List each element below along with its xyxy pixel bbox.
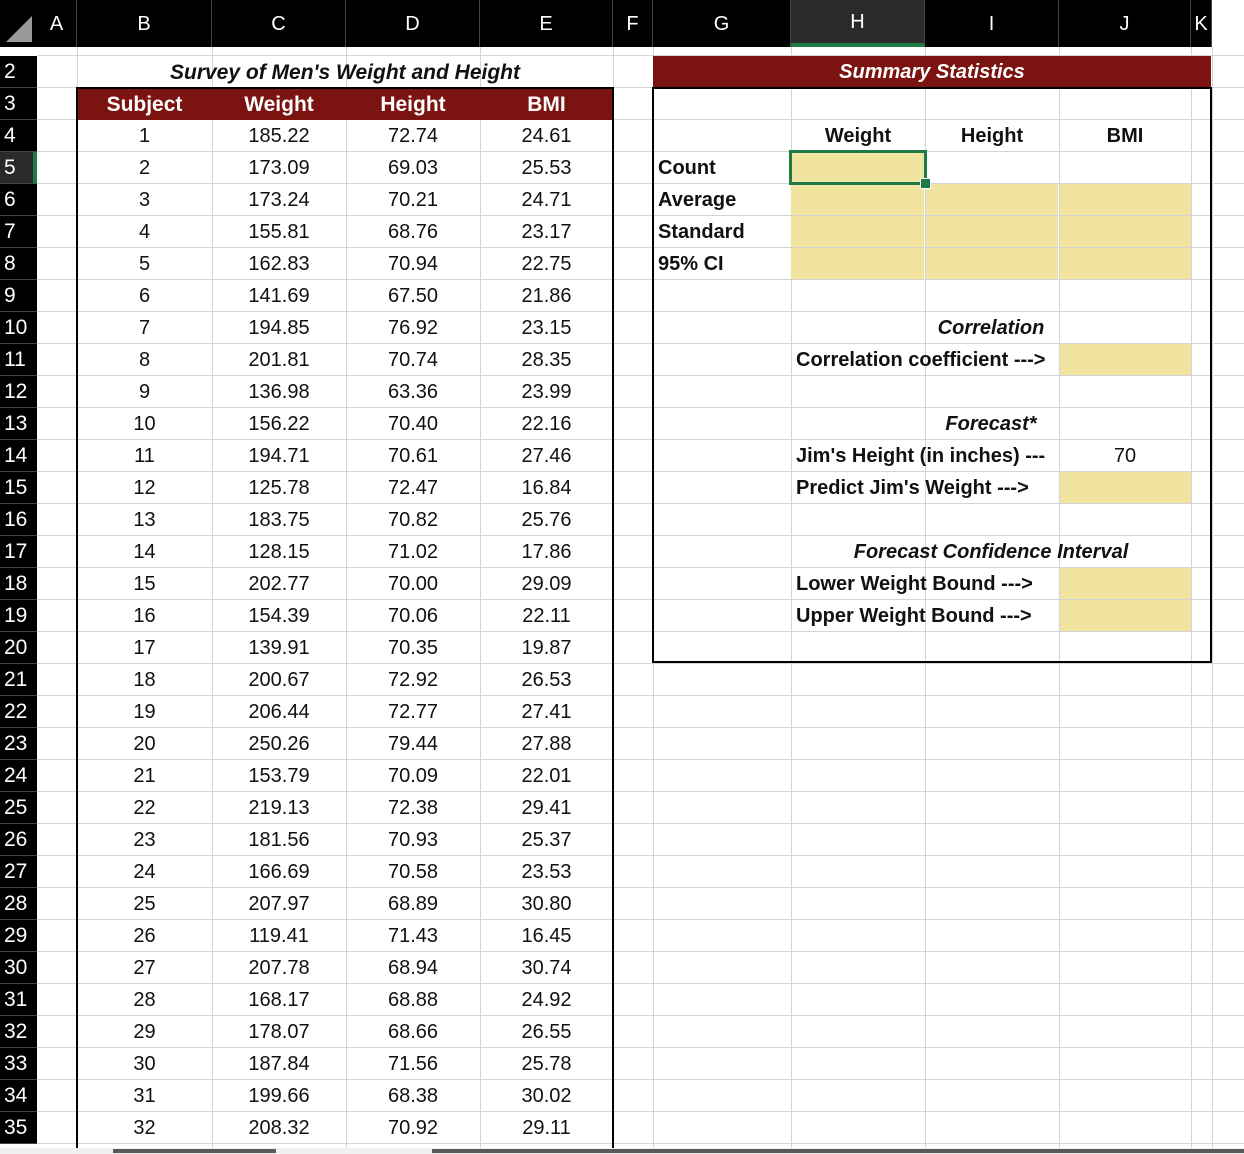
survey-subject-cell[interactable]: 28 [133,989,156,1011]
survey-subject-cell[interactable]: 31 [133,1085,156,1107]
summary-header-weight: Weight [824,125,892,147]
row-header-27[interactable]: 27 [0,856,37,888]
survey-subject-cell[interactable]: 12 [133,477,156,499]
survey-subject-cell[interactable]: 9 [138,381,151,403]
survey-title: Survey of Men's Weight and Height [170,60,520,84]
survey-weight-cell[interactable]: 166.69 [248,861,310,883]
survey-height-cell[interactable]: 70.61 [387,445,439,467]
survey-subject-cell[interactable]: 29 [133,1021,156,1043]
correlation-coefficient-cell[interactable] [1060,344,1191,375]
survey-bmi-cell[interactable]: 27.88 [521,733,572,755]
label-95ci: 95% CI [658,253,724,275]
survey-bmi-cell[interactable]: 26.55 [521,1021,572,1043]
standard-weight-cell[interactable] [791,216,924,247]
row-header-25[interactable]: 25 [0,792,37,824]
survey-subject-cell[interactable]: 14 [133,541,156,563]
survey-weight-cell[interactable]: 208.32 [248,1117,310,1139]
survey-header-subject: Subject [77,88,212,120]
label-count: Count [658,157,716,179]
forecast-title: Forecast* [945,413,1037,435]
survey-weight-cell[interactable]: 128.15 [248,541,310,563]
gridline-vertical [1212,47,1213,1154]
survey-bmi-cell[interactable]: 30.02 [521,1085,572,1107]
survey-height-cell[interactable]: 69.03 [387,157,439,179]
summary-header-bmi: BMI [1106,125,1144,147]
average-bmi-cell[interactable] [1060,184,1191,215]
survey-bmi-cell[interactable]: 25.78 [521,1053,572,1075]
survey-weight-cell[interactable]: 194.71 [248,445,310,467]
survey-bmi-cell[interactable]: 22.75 [521,253,572,275]
row-header-11[interactable]: 11 [0,344,37,376]
survey-subject-cell[interactable]: 13 [133,509,156,531]
row-header-14[interactable]: 14 [0,440,37,472]
row-header-18[interactable]: 18 [0,568,37,600]
survey-bmi-cell[interactable]: 26.53 [521,669,572,691]
survey-bmi-cell[interactable]: 25.76 [521,509,572,531]
survey-height-cell[interactable]: 68.88 [387,989,439,1011]
row-header-21[interactable]: 21 [0,664,37,696]
survey-subject-cell[interactable]: 4 [138,221,151,243]
row-header-33[interactable]: 33 [0,1048,37,1080]
standard-height-cell[interactable] [926,216,1058,247]
survey-bmi-cell[interactable]: 24.71 [521,189,572,211]
survey-height-cell[interactable]: 71.02 [387,541,439,563]
survey-height-cell[interactable]: 72.74 [387,125,439,147]
ci-height-cell[interactable] [926,248,1058,279]
row-header-2[interactable]: 2 [0,56,37,88]
survey-subject-cell[interactable]: 17 [133,637,156,659]
row-header-32[interactable]: 32 [0,1016,37,1048]
survey-height-cell[interactable]: 79.44 [387,733,439,755]
label-average: Average [658,189,737,211]
survey-bmi-cell[interactable]: 30.74 [521,957,572,979]
survey-subject-cell[interactable]: 23 [133,829,156,851]
scrollbar-thumb-right[interactable] [432,1149,1244,1153]
column-header-j[interactable]: J [1059,0,1191,47]
survey-weight-cell[interactable]: 141.69 [248,285,310,307]
survey-weight-cell[interactable]: 200.67 [248,669,310,691]
row-header-16[interactable]: 16 [0,504,37,536]
survey-weight-cell[interactable]: 156.22 [248,413,310,435]
survey-weight-cell[interactable]: 173.24 [248,189,310,211]
row-header-12[interactable]: 12 [0,376,37,408]
survey-subject-cell[interactable]: 8 [138,349,151,371]
survey-height-cell[interactable]: 70.35 [387,637,439,659]
survey-bmi-cell[interactable]: 30.80 [521,893,572,915]
survey-weight-cell[interactable]: 168.17 [248,989,310,1011]
column-header-c[interactable]: C [212,0,346,47]
upper-bound-label: Upper Weight Bound ---> [796,605,1032,627]
survey-height-cell[interactable]: 70.93 [387,829,439,851]
upper-bound-cell[interactable] [1060,600,1191,631]
row-header-23[interactable]: 23 [0,728,37,760]
survey-bmi-cell[interactable]: 23.15 [521,317,572,339]
survey-height-cell[interactable]: 70.92 [387,1117,439,1139]
survey-bmi-cell[interactable]: 28.35 [521,349,572,371]
survey-height-cell[interactable]: 70.82 [387,509,439,531]
predict-weight-label: Predict Jim's Weight ---> [796,477,1029,499]
column-header-e[interactable]: E [480,0,613,47]
column-header-a[interactable]: A [37,0,77,47]
survey-weight-cell[interactable]: 207.78 [248,957,310,979]
column-header-i[interactable]: I [925,0,1059,47]
survey-weight-cell[interactable]: 206.44 [248,701,310,723]
survey-subject-cell[interactable]: 20 [133,733,156,755]
survey-bmi-cell[interactable]: 24.61 [521,125,572,147]
row-header-28[interactable]: 28 [0,888,37,920]
summary-header-height: Height [960,125,1024,147]
label-standard: Standard [658,221,745,243]
lower-bound-cell[interactable] [1060,568,1191,599]
survey-header-weight: Weight [212,88,346,120]
survey-weight-cell[interactable]: 119.41 [249,925,309,947]
survey-weight-cell[interactable]: 125.78 [248,477,310,499]
gridline-vertical [1191,47,1192,1154]
survey-bmi-cell[interactable]: 22.01 [521,765,572,787]
survey-header-height: Height [346,88,480,120]
row-header-8[interactable]: 8 [0,248,37,280]
column-header-k[interactable]: K [1191,0,1212,47]
survey-bmi-cell[interactable]: 21.86 [521,285,572,307]
row-header-17[interactable]: 17 [0,536,37,568]
row-header-3[interactable]: 3 [0,88,37,120]
survey-bmi-cell[interactable]: 22.16 [521,413,572,435]
survey-weight-cell[interactable]: 178.07 [248,1021,310,1043]
row-header-31[interactable]: 31 [0,984,37,1016]
survey-bmi-cell[interactable]: 24.92 [521,989,572,1011]
survey-height-cell[interactable]: 70.58 [387,861,439,883]
survey-height-cell[interactable]: 76.92 [387,317,439,339]
survey-weight-cell[interactable]: 185.22 [248,125,310,147]
correlation-title: Correlation [937,317,1045,339]
standard-bmi-cell[interactable] [1060,216,1191,247]
row-header-15[interactable]: 15 [0,472,37,504]
select-all-corner[interactable] [0,0,37,47]
survey-bmi-cell[interactable]: 29.11 [522,1117,571,1139]
survey-height-cell[interactable]: 70.06 [387,605,439,627]
survey-height-cell[interactable]: 70.94 [387,253,439,275]
survey-height-cell[interactable]: 70.21 [387,189,439,211]
column-header-f[interactable]: F [613,0,653,47]
survey-subject-cell[interactable]: 16 [133,605,156,627]
lower-bound-label: Lower Weight Bound ---> [796,573,1033,595]
survey-bmi-cell[interactable]: 27.41 [521,701,572,723]
row-header-30[interactable]: 30 [0,952,37,984]
row-header-19[interactable]: 19 [0,600,37,632]
survey-weight-cell[interactable]: 155.81 [248,221,310,243]
survey-weight-cell[interactable]: 202.77 [248,573,310,595]
survey-height-cell[interactable]: 70.00 [387,573,439,595]
survey-subject-cell[interactable]: 24 [133,861,156,883]
survey-weight-cell[interactable]: 162.83 [248,253,310,275]
fill-handle[interactable] [920,178,931,189]
survey-height-cell[interactable]: 72.92 [387,669,439,691]
survey-height-cell[interactable]: 72.47 [387,477,439,499]
ci-weight-cell[interactable] [791,248,924,279]
survey-height-cell[interactable]: 70.40 [387,413,439,435]
average-height-cell[interactable] [926,184,1058,215]
survey-subject-cell[interactable]: 25 [133,893,156,915]
survey-subject-cell[interactable]: 15 [133,573,156,595]
survey-bmi-cell[interactable]: 25.53 [521,157,572,179]
survey-subject-cell[interactable]: 3 [138,189,151,211]
row-header-7[interactable]: 7 [0,216,37,248]
row-header-22[interactable]: 22 [0,696,37,728]
survey-height-cell[interactable]: 70.74 [387,349,439,371]
row-header-29[interactable]: 29 [0,920,37,952]
survey-height-cell[interactable]: 68.66 [387,1021,439,1043]
survey-weight-cell[interactable]: 154.39 [248,605,310,627]
survey-height-cell[interactable]: 71.56 [387,1053,439,1075]
survey-weight-cell[interactable]: 173.09 [248,157,310,179]
survey-subject-cell[interactable]: 10 [133,413,156,435]
survey-weight-cell[interactable]: 207.97 [248,893,310,915]
count-weight-cell[interactable] [791,152,925,184]
select-all-triangle-icon [0,0,37,47]
survey-subject-cell[interactable]: 11 [134,445,155,467]
row-header-35[interactable]: 35 [0,1112,37,1144]
survey-subject-cell[interactable]: 27 [133,957,156,979]
survey-bmi-cell[interactable]: 19.87 [521,637,572,659]
survey-height-cell[interactable]: 68.38 [387,1085,439,1107]
ci-bmi-cell[interactable] [1060,248,1191,279]
row-header-20[interactable]: 20 [0,632,37,664]
survey-subject-cell[interactable]: 32 [133,1117,156,1139]
correlation-label: Correlation coefficient ---> [796,349,1046,371]
average-weight-cell[interactable] [791,184,924,215]
survey-weight-cell[interactable]: 136.98 [248,381,310,403]
survey-subject-cell[interactable]: 1 [138,125,151,147]
survey-bmi-cell[interactable]: 29.09 [521,573,572,595]
survey-weight-cell[interactable]: 201.81 [248,349,310,371]
survey-bmi-cell[interactable]: 23.99 [521,381,572,403]
column-header-g[interactable]: G [653,0,791,47]
row-header-6[interactable]: 6 [0,184,37,216]
survey-subject-cell[interactable]: 21 [133,765,156,787]
survey-height-cell[interactable]: 68.76 [387,221,439,243]
survey-height-cell[interactable]: 70.09 [387,765,439,787]
survey-weight-cell[interactable]: 181.56 [248,829,310,851]
survey-bmi-cell[interactable]: 29.41 [521,797,572,819]
survey-bmi-cell[interactable]: 16.45 [521,925,572,947]
survey-bmi-cell[interactable]: 27.46 [521,445,572,467]
survey-height-cell[interactable]: 72.77 [387,701,439,723]
row-header-24[interactable]: 24 [0,760,37,792]
jim-height-value[interactable]: 70 [1113,445,1137,467]
column-header-b[interactable]: B [77,0,212,47]
survey-subject-cell[interactable]: 6 [138,285,151,307]
survey-height-cell[interactable]: 67.50 [387,285,439,307]
row-header-26[interactable]: 26 [0,824,37,856]
jim-height-label: Jim's Height (in inches) --- [796,445,1046,467]
survey-subject-cell[interactable]: 26 [133,925,156,947]
row-header-10[interactable]: 10 [0,312,37,344]
row-header-5[interactable]: 5 [0,152,37,184]
survey-weight-cell[interactable]: 194.85 [248,317,310,339]
row-header-4[interactable]: 4 [0,120,37,152]
survey-header-bmi: BMI [480,88,613,120]
survey-subject-cell[interactable]: 18 [133,669,156,691]
survey-bmi-cell[interactable]: 23.17 [521,221,572,243]
survey-height-cell[interactable]: 63.36 [387,381,439,403]
survey-subject-cell[interactable]: 22 [133,797,156,819]
survey-bmi-cell[interactable]: 22.11 [522,605,571,627]
survey-weight-cell[interactable]: 250.26 [248,733,310,755]
survey-height-cell[interactable]: 68.89 [387,893,439,915]
survey-weight-cell[interactable]: 187.84 [248,1053,310,1075]
survey-bmi-cell[interactable]: 16.84 [521,477,572,499]
predict-weight-cell[interactable] [1060,472,1191,503]
row-header-34[interactable]: 34 [0,1080,37,1112]
survey-bmi-cell[interactable]: 23.53 [521,861,572,883]
row-header-9[interactable]: 9 [0,280,37,312]
survey-subject-cell[interactable]: 7 [138,317,151,339]
survey-subject-cell[interactable]: 19 [133,701,156,723]
row-header-13[interactable]: 13 [0,408,37,440]
survey-weight-cell[interactable]: 139.91 [248,637,310,659]
survey-bmi-cell[interactable]: 17.86 [521,541,572,563]
survey-weight-cell[interactable]: 183.75 [248,509,310,531]
survey-height-cell[interactable]: 71.43 [387,925,439,947]
survey-bmi-cell[interactable]: 25.37 [521,829,572,851]
survey-height-cell[interactable]: 72.38 [387,797,439,819]
summary-title: Summary Statistics [653,56,1211,87]
survey-subject-cell[interactable]: 30 [133,1053,156,1075]
survey-weight-cell[interactable]: 219.13 [248,797,310,819]
scrollbar-thumb-left[interactable] [113,1149,276,1153]
column-header-d[interactable]: D [346,0,480,47]
horizontal-scrollbar[interactable] [0,1148,1244,1154]
survey-weight-cell[interactable]: 153.79 [248,765,310,787]
ci-title: Forecast Confidence Interval [853,541,1129,563]
column-header-h[interactable]: H [791,0,925,47]
survey-subject-cell[interactable]: 2 [138,157,151,179]
gridline-vertical [613,47,614,1154]
survey-height-cell[interactable]: 68.94 [387,957,439,979]
survey-subject-cell[interactable]: 5 [138,253,151,275]
survey-weight-cell[interactable]: 199.66 [248,1085,310,1107]
